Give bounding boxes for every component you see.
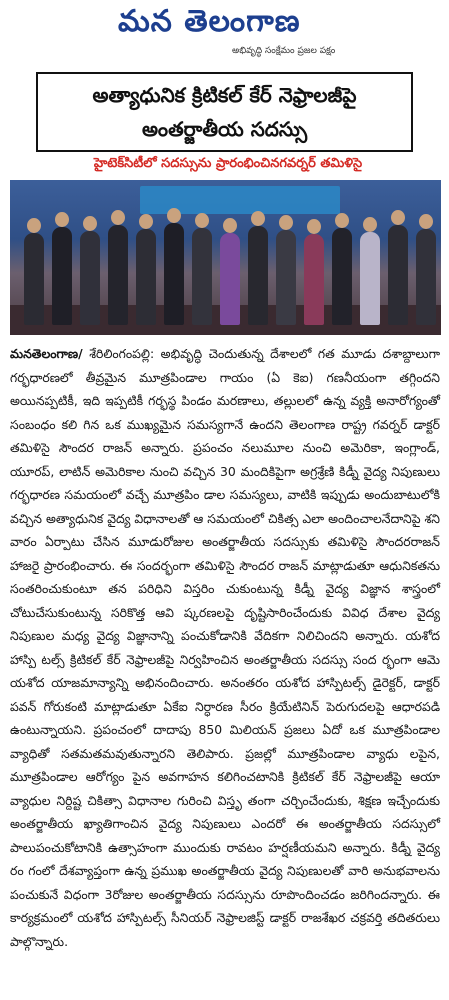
person-figure: [332, 228, 352, 325]
article-headline: అత్యాధునిక క్రిటికల్ కేర్ నెఫ్రాలజీపై అంతర్జాతీయ సదస్సు: [92, 83, 357, 141]
person-figure: [164, 223, 184, 325]
person-figure: [416, 229, 436, 325]
article-dateline: మనతెలంగాణ/: [10, 346, 83, 361]
masthead: [0, 0, 449, 64]
newspaper-logo[interactable]: [118, 4, 300, 46]
person-figure: [108, 225, 128, 325]
person-figure: [360, 232, 380, 325]
article-body: [10, 342, 440, 953]
logo-text: మన తెలంగాణ: [118, 4, 301, 39]
person-figure: [276, 230, 296, 325]
article-photo: [10, 180, 441, 335]
person-figure: [24, 233, 44, 325]
person-figure: [136, 229, 156, 325]
person-figure: [220, 233, 240, 325]
person-figure: [388, 225, 408, 325]
person-figure: [304, 234, 324, 325]
person-figure: [52, 227, 72, 325]
headline-box: [36, 72, 413, 152]
person-figure: [192, 228, 212, 325]
masthead-tagline: అభివృద్ధి సంక్షేమం ప్రజల పక్షం: [232, 46, 336, 56]
person-figure: [248, 226, 268, 325]
person-figure: [80, 231, 100, 325]
article-body-text: శేరిలింగంపల్లి: అభివృద్ధి చెందుతున్న దేశాలలో గత మూడు దశాబ్దాలుగా గర్భధారణలో తీవ్రమైన మూత్రపిండాల గాయం (ఏ కెఐ) గణనీయంగా తగ్గిందని అయినప్పటికీ, ఇది ఇప్పటికీ గర్భస్థ పిండం మరణాలు, తల్లులలో ఉన్న వ్యక్తి అనారోగ్యంతో సంబంధం కలి గిన ఒక ముఖ్యమైన సమస్యగానే ఉందని తెలంగాణ రాష్ట్ర గవర్నర్ డాక్టర్ తమిళిసై సౌందర రాజన్ అన్నారు. ప్రపంచం నలుమూల నుంచి అమెరికా, ఇంగ్లాండ్, యూరప్, లాటిన్ అమెరికాల నుంచి వచ్చిన 30 మందికిపైగా అగ్రశ్రేణి కిడ్నీ వైద్య నిపుణులు గర్భధారణ సమయంలో వచ్చే మూత్రపిం డాల సమస్యలు, వాటికి ఇప్పుడు అందుబాటులోకి వచ్చిన అత్యాధునిక వైద్య విధానాలతో ఆ సమయంలో చికిత్స ఎలా అందించాలనేదానిపై శని వారం ఏర్పాటు చేసిన మూడురోజుల అంతర్జాతీయ సదస్సుకు తమిళిసై సౌందరరాజన్ హాజరై ప్రారంభించారు. ఈ సందర్భంగా తమిళిసై సౌందర రాజన్ మాట్లాడుతూ ఆధునికతను సంతరించుకుంటూ తన పరిధిని విస్తరిం చుకుంటున్న కిడ్నీ వైద్య విజ్ఞాన శాస్త్రంలో చోటుచేసుకుంటున్న సరికొత్త ఆవి ష్కరణలపై దృష్టిసారించేందుకు వివిధ దేశాల వైద్య నిపుణుల మధ్య వైద్య విజ్ఞానాన్ని పంచుకోడానికి వేదికగా నిలిచిందని అన్నారు. యశోద హాస్పి టల్స్ క్రిటికల్ కేర్ నెఫ్రాలజీపై నిర్వహించిన అంతర్జాతీయ సదస్సు సంద ర్భంగా ఆమె యశోద యాజమాన్యాన్ని అభినందించారు. అనంతరం యశోద హాస్పిటల్స్ డైరెక్టర్, డాక్టర్ పవన్ గోరుకంటి మాట్లాడుతూ ఏకేఐ నిర్ధారణ సీరం క్రియేటినిన్ పెరుగుదలపై ఆధారపడి ఉంటున్నాయని. ప్రపంచంలో దాదాపు 850 మిలియన్ ప్రజలు ఏదో ఒక మూత్రపిండాల వ్యాధితో సతమతమవుతున్నారని తెలిపారు. ప్రజల్లో మూత్రపిండాల వ్యాధు లపైన, మూత్రపిండాల ఆరోగ్యం పైన అవగాహన కలిగించటానికి క్రిటికల్ కేర్ నెఫ్రాలజీపై ఆయా వ్యాధుల నిర్దిష్ట చికిత్సా విధానాల గురించి విస్తృ తంగా చర్చించేందుకు, శిక్షణ ఇచ్చేందుకు అంతర్జాతీయ ఖ్యాతిగాంచిన వైద్య నిపుణులు ఎందరో ఈ అంతర్జాతీయ సదస్సులో పాలుపంచుకోటానికి ఉత్సాహంగా ముందుకు రావటం హర్షణీయమని అన్నారు. కిడ్నీ వైద్య రం గంలో దేశవ్యాప్తంగా ఉన్న ప్రముఖ అంతర్జాతీయ వైద్య నిపుణులతో వారి అనుభవాలను పంచుకునే విధంగా 3రోజుల అంతర్జాతీయ సదస్సును రూపొందించడం జరిగిందన్నారు. ఈ కార్యక్రమంలో యశోద హాస్పిటల్స్ సీనియర్ నెఫ్రాలజిస్ట్ డాక్టర్ రాజశేఖర చక్రవర్తి తదితరులు పాల్గొన్నారు.: [10, 346, 440, 949]
article-subheadline: హైటెక్‌సిటీలో సదస్సును ప్రారంభించినగవర్నర్ తమిళిసై: [93, 156, 363, 171]
